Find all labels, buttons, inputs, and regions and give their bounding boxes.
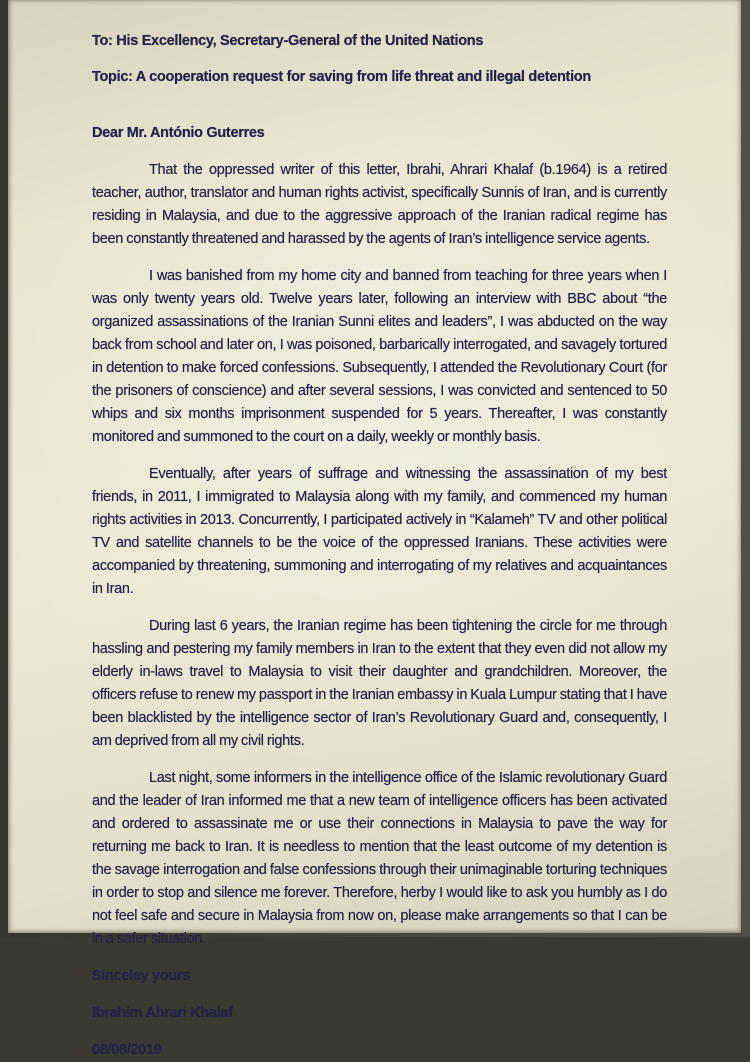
recipient-line: To: His Excellency, Secretary-General of the United Nations: [92, 33, 484, 49]
topic-line: Topic: A cooperation request for saving from life threat and illegal detention: [92, 69, 591, 85]
letter-document: [8, 0, 741, 1058]
paragraph-banishment: I was banished from my home city and banned from teaching for three years when I was only twenty years old. Twelve years later, following an interview with BBC about “the organized assassinations of the Iranian Sunni elites and leaders”, I was abducted on the way back from school and later on, I was poisoned, barbarically interrogated, and savagely tortured in detention to make forced confessions. Subsequently, I attended the Revolutionary Court (for the prisoners of conscience) and after several sessions, I was convicted and sentenced to 50 whips and six months imprisonment suspended for 5 years. Thereafter, I was constantly monitored and summoned to the court on a daily, weekly or monthly basis.: [92, 268, 667, 445]
closing-line: Sinceley yours: [92, 968, 191, 984]
salutation: Dear Mr. António Guterres: [92, 125, 265, 141]
signature-name: Ibrahim Ahrari Khalaf: [92, 1005, 233, 1021]
paragraph-last-night: Last night, some informers in the intelligence office of the Islamic revolutionary Guard and the leader of Iran informed me that a new team of intelligence officers has been activated and ordered to assassinate me or use their connections in Malaysia to pave the way for returning me back to Iran. It is needless to mention that the least outcome of my detention is the savage interrogation and false confessions through their unimaginable torturing techniques in order to stop and silence me forever. Therefore, herby I would like to ask you humbly as I do not feel safe and secure in Malaysia from now on, please make arrangements so that I can be in a safer situation.: [92, 770, 667, 947]
letter-body: [92, 30, 667, 1062]
paragraph-introduction: That the oppressed writer of this letter, Ibrahi, Ahrari Khalaf (b.1964) is a retired teacher, author, translator and human rights activist, specifically Sunnis of Iran, and is currently residing in Malaysia, and due to the aggressive approach of the Iranian radical regime has been constantly threatened and harassed by the agents of Iran’s intelligence service agents.: [92, 162, 667, 247]
paragraph-immigration: Eventually, after years of suffrage and witnessing the assassination of my best friends, in 2011, I immigrated to Malaysia along with my family, and commenced my human rights activities in 2013. Concurrently, I participated actively in “Kalameh” TV and other political TV and satellite channels to be the voice of the oppressed Iranians. These activities were accompanied by threatening, summoning and interrogating of my relatives and acquaintances in Iran.: [92, 466, 667, 597]
closing-block: [92, 965, 667, 1062]
paragraph-last-six-years: During last 6 years, the Iranian regime has been tightening the circle for me through hassling and pestering my family members in Iran to the extent that they even did not allow my elderly in-laws travel to Malaysia to visit their daughter and grandchildren. Moreover, the officers refuse to renew my passport in the Iranian embassy in Kuala Lumpur stating that I have been blacklisted by the intelligence sector of Iran’s Revolutionary Guard and, consequently, I am deprived from all my civil rights.: [92, 618, 667, 749]
date-line: 08/08/2019: [92, 1042, 162, 1058]
